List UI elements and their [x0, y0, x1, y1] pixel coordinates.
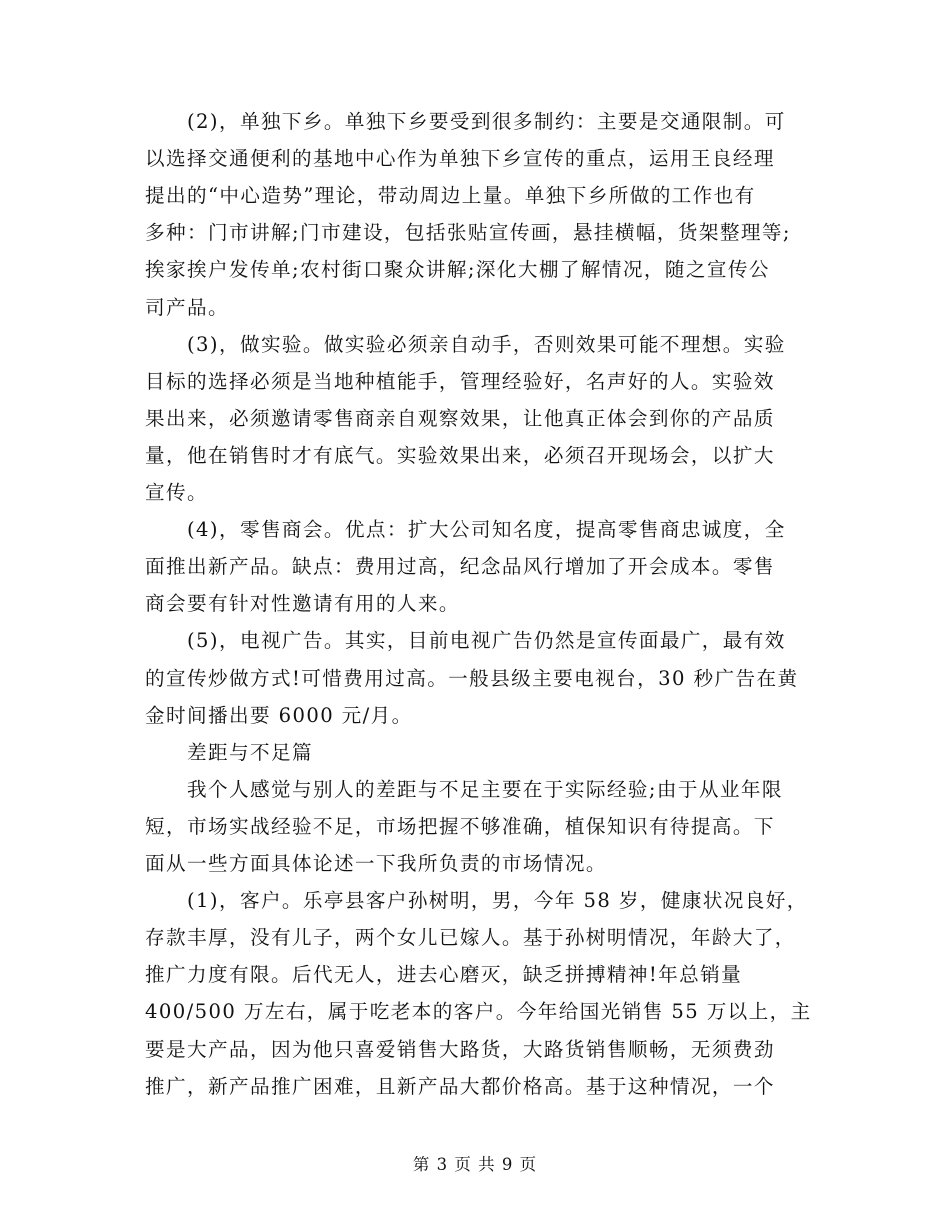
paragraph-item-5-first-line: (5)，电视广告。其实，目前电视广告仍然是宣传面最广，最有效 [187, 629, 786, 652]
paragraph-item-4-first-line: (4)，零售商会。优点：扩大公司知名度，提高零售商忠诚度，全 [187, 518, 786, 541]
page-footer: 第 3 页 共 9 页 [412, 1155, 538, 1174]
paragraph-item-3-line: 量，他在销售时才有底气。实验效果出来，必须召开现场会，以扩大 [145, 444, 775, 467]
paragraph-item-2-line: 提出的“中心造势”理论，带动周边上量。单独下乡所做的工作也有 [145, 184, 756, 207]
paragraph-customer-first-line: (1)，客户。乐亭县客户孙树明，男，今年 58 岁，健康状况良好， [187, 889, 808, 912]
paragraph-item-2-first-line: (2)，单独下乡。单独下乡要受到很多制约：主要是交通限制。可 [187, 110, 786, 133]
paragraph-item-4-line: 面推出新产品。缺点：费用过高，纪念品风行增加了开会成本。零售 [145, 555, 775, 578]
paragraph-item-2-line: 司产品。 [145, 296, 229, 319]
paragraph-gap-intro-line: 短，市场实战经验不足，市场把握不够准确，植保知识有待提高。下 [145, 815, 775, 838]
paragraph-customer-line: 推广，新产品推广困难，且新产品大都价格高。基于这种情况，一个 [145, 1075, 775, 1098]
paragraph-customer-line: 400/500 万左右，属于吃老本的客户。今年给国光销售 55 万以上，主 [145, 1000, 812, 1023]
paragraph-item-5-line: 金时间播出要 6000 元/月。 [145, 704, 413, 727]
paragraph-item-3-line: 果出来，必须邀请零售商亲自观察效果，让他真正体会到你的产品质 [145, 407, 775, 430]
paragraph-gap-intro-first-line: 我个人感觉与别人的差距与不足主要在于实际经验;由于从业年限 [187, 778, 783, 801]
paragraph-item-2-line: 以选择交通便利的基地中心作为单独下乡宣传的重点，运用王良经理 [145, 147, 775, 170]
paragraph-customer-line: 要是大产品，因为他只喜爱销售大路货，大路货销售顺畅，无须费劲 [145, 1038, 775, 1061]
paragraph-item-3-line: 宣传。 [145, 481, 208, 504]
paragraph-customer-line: 推广力度有限。后代无人，进去心磨灭，缺乏拼搏精神!年总销量 [145, 963, 743, 986]
paragraph-item-2-line: 多种：门市讲解;门市建设，包括张贴宣传画，悬挂横幅，货架整理等; [145, 221, 791, 244]
paragraph-customer-line: 存款丰厚，没有儿子，两个女儿已嫁人。基于孙树明情况，年龄大了， [145, 926, 796, 949]
paragraph-gap-intro-line: 面从一些方面具体论述一下我所负责的市场情况。 [145, 852, 607, 875]
section-heading-first-line: 差距与不足篇 [187, 741, 313, 764]
paragraph-item-5-line: 的宣传炒做方式!可惜费用过高。一般县级主要电视台，30 秒广告在黄 [145, 667, 799, 690]
paragraph-item-2-line: 挨家挨户发传单;农村街口聚众讲解;深化大棚了解情况，随之宣传公 [145, 258, 770, 281]
paragraph-item-3-line: 目标的选择必须是当地种植能手，管理经验好，名声好的人。实验效 [145, 370, 775, 393]
paragraph-item-4-line: 商会要有针对性邀请有用的人来。 [145, 592, 460, 615]
paragraph-item-3-first-line: (3)，做实验。做实验必须亲自动手，否则效果可能不理想。实验 [187, 333, 786, 356]
